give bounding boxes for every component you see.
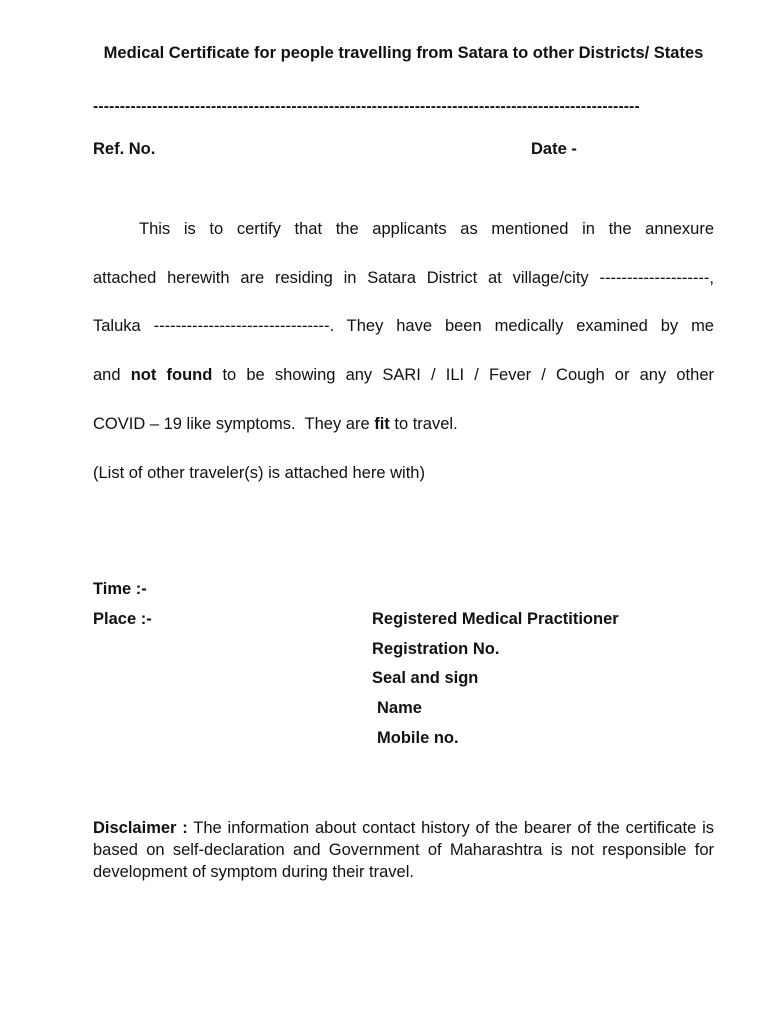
disclaimer-label: Disclaimer :: [93, 819, 188, 837]
body-line-5-post: to travel.: [389, 415, 458, 433]
disclaimer-text: The information about contact history of the bearer of the certificate is based on self-declaration and Government of Maharashtra is not responsible for development of symptom during their travel.: [93, 819, 715, 881]
practitioner-label: Registered Medical Practitioner: [372, 610, 619, 628]
disclaimer: [93, 817, 714, 883]
body-line-5: [93, 415, 714, 434]
mobile-label: Mobile no.: [377, 729, 459, 747]
fit-emphasis: fit: [374, 415, 390, 433]
not-found-emphasis: not found: [130, 366, 213, 384]
registration-label: Registration No.: [372, 640, 500, 658]
date-label: Date -: [531, 140, 577, 158]
time-label: Time :-: [93, 580, 147, 598]
body-line-3: Taluka --------------------------------. They have been medically examined by me: [93, 317, 714, 335]
name-label: Name: [377, 699, 422, 717]
separator-line: ------------------------------------------------------------------------------------------------------: [93, 98, 640, 115]
body-line-1: This is to certify that the applicants as mentioned in the annexure: [139, 220, 714, 238]
body-line-5-pre: COVID – 19 like symptoms. They are: [93, 415, 375, 433]
body-line-4-pre: and: [93, 366, 131, 384]
seal-sign-label: Seal and sign: [372, 669, 479, 687]
certificate-title: Medical Certificate for people travelling from Satara to other Districts/ States: [103, 44, 704, 62]
ref-no-label: Ref. No.: [93, 140, 156, 158]
attached-list-note: (List of other traveler(s) is attached here with): [93, 464, 425, 482]
body-line-2: attached herewith are residing in Satara District at village/city --------------------,: [93, 269, 714, 287]
body-line-4: [93, 366, 714, 385]
place-label: Place :-: [93, 610, 152, 628]
body-line-4-post: to be showing any SARI / ILI / Fever / Cough or any other: [212, 366, 714, 384]
